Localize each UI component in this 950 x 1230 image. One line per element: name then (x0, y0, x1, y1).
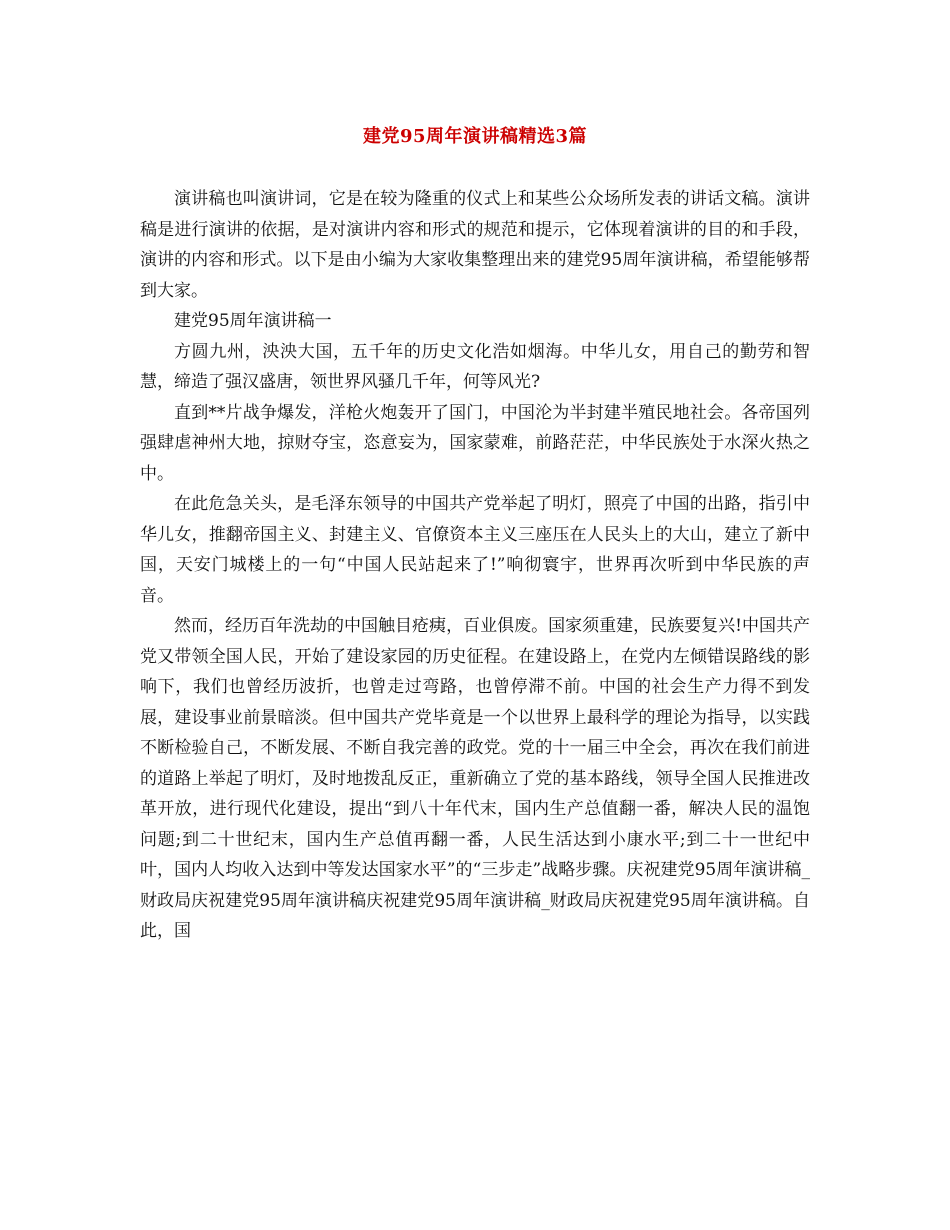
body-paragraph-3: 在此危急关头，是毛泽东领导的中国共产党举起了明灯，照亮了中国的出路，指引中华儿女，推翻帝国主义、封建主义、官僚资本主义三座压在人民头上的大山，建立了新中国，天安门城楼上的一句“中国人民站起来了!”响彻寰宇，世界再次听到中华民族的声音。 (140, 494, 810, 606)
section-heading: 建党95周年演讲稿一 (174, 311, 332, 331)
document-title: 建党95周年演讲稿精选3篇 (362, 126, 588, 147)
body-paragraph-2: 直到**片战争爆发，洋枪火炮轰开了国门，中国沦为半封建半殖民地社会。各帝国列强肆虐神州大地，掠财夺宝，恣意妄为，国家蒙难，前路茫茫，中华民族处于水深火热之中。 (140, 402, 810, 484)
body-paragraph-4: 然而，经历百年洗劫的中国触目疮痍，百业俱废。国家须重建，民族要复兴!中国共产党又带领全国人民，开始了建设家园的历史征程。在建设路上，在党内左倾错误路线的影响下，我们也曾经历波折，也曾走过弯路，也曾停滞不前。中国的社会生产力得不到发展，建设事业前景暗淡。但中国共产党毕竟是一个以世界上最科学的理论为指导，以实践不断检验自己，不断发展、不断自我完善的政党。党的十一届三中全会，再次在我们前进的道路上举起了明灯，及时地拨乱反正，重新确立了党的基本路线，领导全国人民推进改革开放，进行现代化建设，提出“到八十年代末，国内生产总值翻一番，解决人民的温饱问题;到二十世纪末，国内生产总值再翻一番，人民生活达到小康水平;到二十一世纪中叶，国内人均收入达到中等发达国家水平”的“三步走”战略步骤。庆祝建党95周年演讲稿_财政局庆祝建党95周年演讲稿庆祝建党95周年演讲稿_财政局庆祝建党95周年演讲稿。自此，国 (140, 616, 810, 941)
body-paragraph-1: 方圆九州，泱泱大国，五千年的历史文化浩如烟海。中华儿女，用自己的勤劳和智慧，缔造了强汉盛唐，领世界风骚几千年，何等风光? (140, 341, 810, 392)
intro-paragraph: 演讲稿也叫演讲词，它是在较为隆重的仪式上和某些公众场所发表的讲话文稿。演讲稿是进行演讲的依据，是对演讲内容和形式的规范和提示，它体现着演讲的目的和手段，演讲的内容和形式。以下是由小编为大家收集整理出来的建党95周年演讲稿，希望能够帮到大家。 (140, 189, 810, 301)
document-body (140, 184, 810, 947)
